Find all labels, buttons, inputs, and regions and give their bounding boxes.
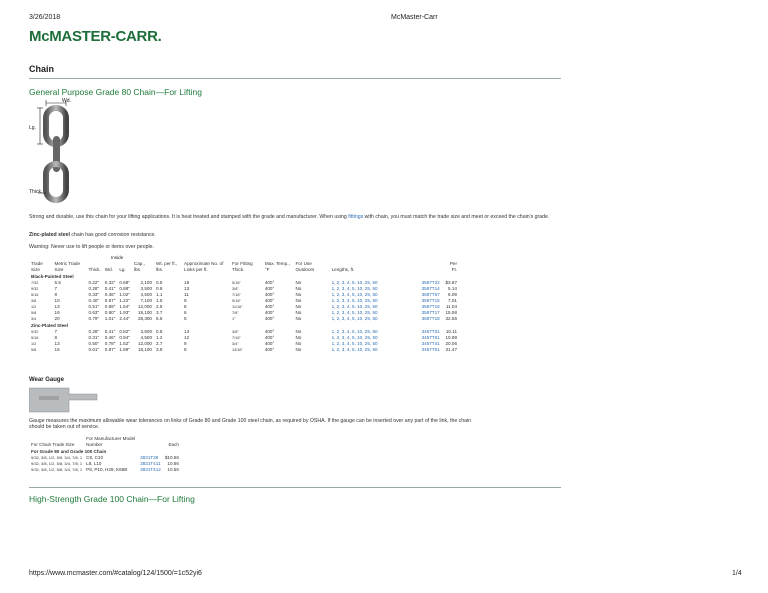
table-cell: 2.7: [156, 341, 163, 346]
section-title-grade100[interactable]: High-Strength Grade 100 Chain—For Lifting: [29, 494, 195, 504]
table-cell: 8: [184, 347, 187, 352]
print-site-name: McMaster-Carr: [391, 14, 438, 21]
column-header: Trade Size: [31, 261, 43, 272]
page-number: 1/4: [732, 570, 742, 577]
part-number-link[interactable]: 3831T411: [140, 461, 161, 466]
desc-text-2: with chain, you must match the trade size and meet or exceed the chain's grade.: [363, 214, 550, 220]
table-cell: 1.2: [156, 335, 163, 340]
table-cell: 9/32: [31, 330, 39, 334]
table-cell: 7: [54, 286, 58, 291]
table-cell: 12,000: [137, 304, 152, 309]
column-header: Cap., lbs.: [133, 261, 145, 272]
table-cell: 13: [184, 329, 190, 334]
column-header: Lengths, ft.: [331, 267, 355, 272]
table-cell: 0.88": [119, 286, 130, 291]
col-each: Each: [168, 442, 179, 447]
table-row: [29, 467, 181, 473]
table-cell: No: [295, 335, 302, 340]
table-cell: 12: [184, 335, 190, 340]
table-cell: 0.78": [104, 341, 116, 346]
product-description: [29, 214, 559, 220]
table-cell: 13: [54, 341, 60, 346]
table-cell: 6: [184, 310, 187, 315]
col-model-number: For Manufacturer Model Number: [86, 436, 136, 447]
table-cell: 7/8": [232, 311, 239, 315]
table-cell: 0.57": [104, 298, 116, 303]
column-header: Max. Temp., °F: [264, 261, 290, 272]
desc-text-1: Strong and durable, use this chain for your lifting applications. It is heat treated and stamped with the grade and manufacturer. When using: [29, 214, 349, 220]
part-number-link[interactable]: 3587T22: [421, 280, 440, 285]
thickness-label: Thick.: [29, 189, 43, 195]
table-cell: 400°: [264, 286, 275, 291]
length-options[interactable]: 1, 2, 3, 4, 5, 10, 25, 50: [331, 292, 378, 297]
group-label: Zinc-Plated Steel: [31, 323, 69, 328]
table-group-row: [29, 273, 459, 280]
table-cell: No: [295, 329, 302, 334]
cell-trade-size: 9/32, 3/8, 1/2, 5/8, 3/4, 7/8, 1: [31, 461, 83, 466]
table-cell: 11: [184, 292, 189, 297]
table-cell: 1.93": [119, 310, 130, 315]
wear-gauge-table: [29, 436, 181, 473]
table-cell: 8: [54, 335, 58, 340]
table-cell: 2.44": [119, 316, 130, 321]
table-cell: 7/16": [232, 336, 241, 340]
table-cell: 0.31": [88, 335, 100, 340]
table-cell: No: [295, 286, 302, 291]
table-cell: 28,300: [137, 316, 152, 321]
wear-gauge-image: [29, 386, 99, 414]
table-cell: 4,500: [140, 335, 152, 340]
table-cell: 0.63": [88, 310, 100, 315]
table-cell: No: [295, 298, 302, 303]
table-cell: 7/16": [232, 293, 241, 297]
table-cell: 16: [54, 310, 60, 315]
table-cell: 1/2: [31, 305, 37, 309]
part-number-link[interactable]: 3587T17: [421, 310, 440, 315]
column-header: Wd.: [104, 267, 113, 272]
table-cell: 5/16: [31, 293, 39, 297]
table-cell: 3.7: [156, 310, 163, 315]
table-cell: 0.41": [104, 286, 116, 291]
table-cell: 5.14: [448, 286, 457, 291]
length-options[interactable]: 1, 2, 3, 4, 5, 10, 25, 50: [331, 335, 378, 340]
table-cell: 2,100: [140, 280, 152, 285]
table-cell: 6.09: [448, 292, 457, 297]
table-group-row: [29, 322, 459, 329]
cell-price: 10.56: [167, 461, 179, 466]
length-options[interactable]: 1, 2, 3, 4, 5, 10, 25, 50: [331, 286, 378, 291]
cell-trade-size: 9/32, 3/8, 1/2, 5/8, 3/4, 7/8, 1: [31, 455, 83, 460]
cell-price: 10.56: [167, 467, 179, 472]
table-cell: 3,500: [140, 329, 152, 334]
table-cell: 20: [54, 316, 60, 321]
table-cell: 9: [184, 341, 187, 346]
table-cell: 1.52": [119, 341, 130, 346]
wear-gauge-description: Gauge measures the maximum allowable wear tolerances on links of Grade 80 and Grade 100 steel chain, as required by OSHA. If the gauge can be inserted over any part of the link, the chain should be taken out of service.: [29, 418, 472, 431]
part-number-link[interactable]: 3457T61: [421, 335, 440, 340]
part-number-link[interactable]: 3457T41: [421, 341, 440, 346]
table-cell: 1.54": [119, 304, 130, 309]
table-cell: 1.5: [156, 298, 163, 303]
table-cell: 8: [54, 292, 58, 297]
length-options[interactable]: 1, 2, 3, 4, 5, 10, 25, 50: [331, 341, 378, 346]
table-cell: 12,000: [137, 341, 152, 346]
chain-table: [29, 255, 559, 353]
table-cell: 13: [54, 304, 60, 309]
column-header: Wt. per ft., lbs.: [156, 261, 178, 272]
zinc-note: [29, 232, 156, 238]
table-cell: 0.22": [88, 280, 100, 285]
table-cell: 9: [184, 298, 187, 303]
part-number-link[interactable]: 3457T51: [421, 347, 440, 352]
group-label: Black-Painted Steel: [31, 274, 74, 279]
section-divider: [29, 487, 561, 488]
length-options[interactable]: 1, 2, 3, 4, 5, 10, 25, 50: [331, 316, 378, 321]
table-cell: 0.82": [119, 329, 130, 334]
table-cell: 400°: [264, 310, 275, 315]
table-cell: 400°: [264, 304, 275, 309]
title-divider: [29, 78, 561, 79]
table-cell: 18,100: [137, 310, 152, 315]
table-cell: 5: [184, 316, 187, 321]
table-cell: 4,500: [140, 292, 152, 297]
col-part-number: [138, 436, 163, 448]
table-cell: 0.87": [104, 347, 116, 352]
table-cell: 7.01: [448, 298, 457, 303]
table-cell: No: [295, 310, 302, 315]
table-cell: 400°: [264, 341, 275, 346]
part-number-link[interactable]: 3587T14: [421, 286, 440, 291]
table-cell: 1.89": [119, 347, 130, 352]
table-cell: 32.56: [445, 316, 457, 321]
table-cell: No: [295, 316, 302, 321]
table-cell: 31.47: [445, 347, 457, 352]
table-cell: 13: [184, 286, 190, 291]
table-cell: 0.41": [104, 329, 116, 334]
print-date: 3/26/2018: [29, 14, 61, 21]
column-header: [420, 261, 442, 273]
table-cell: 8: [184, 304, 187, 309]
table-cell: 11.04: [445, 304, 457, 309]
table-cell: No: [295, 341, 302, 346]
page-title: Chain: [29, 64, 55, 74]
table-cell: 20.06: [445, 341, 457, 346]
length-options[interactable]: 1, 2, 3, 4, 5, 10, 25, 50: [331, 347, 378, 352]
table-cell: 0.50": [88, 341, 100, 346]
table-cell: 400°: [264, 316, 275, 321]
table-cell: 7: [54, 329, 58, 334]
table-cell: 1.02": [119, 292, 130, 297]
table-cell: 11/16": [232, 305, 243, 309]
table-cell: 0.68": [119, 280, 130, 285]
table-cell: 7,100: [140, 298, 152, 303]
table-cell: 5/16": [232, 281, 241, 285]
table-cell: 18: [184, 280, 190, 285]
table-cell: 5.5: [54, 280, 61, 285]
page-url: https://www.mcmaster.com/#catalog/124/1500/=1c52yi6: [29, 570, 202, 577]
table-cell: 10.11: [445, 329, 457, 334]
table-cell: 13/16": [232, 348, 243, 352]
table-cell: No: [295, 304, 302, 309]
table-cell: No: [295, 347, 302, 352]
table-cell: 0.51": [88, 304, 100, 309]
cell-model: L8, L10: [86, 461, 102, 466]
table-cell: 0.8: [156, 329, 163, 334]
table-row: [29, 347, 459, 353]
part-number-link[interactable]: 3831T412: [140, 467, 161, 472]
table-cell: 3/8": [232, 330, 239, 334]
table-cell: 0.8: [156, 286, 163, 291]
table-cell: 15.58: [445, 310, 457, 315]
table-cell: 0.33": [88, 292, 100, 297]
table-cell: 0.46": [104, 292, 116, 297]
part-number-link[interactable]: 3831T38: [140, 455, 159, 460]
column-header: Metric Trade Size: [54, 261, 81, 272]
table-cell: 0.46": [104, 335, 116, 340]
table-cell: 0.79": [88, 316, 100, 321]
table-cell: 10: [54, 298, 60, 303]
inside-header: Inside: [111, 255, 124, 260]
table-cell: 5/8: [31, 348, 37, 352]
gauge-group-label: For Grade 80 and Grade 100 Chain: [31, 449, 107, 454]
table-cell: 9/16": [232, 299, 241, 303]
length-options[interactable]: 1, 2, 3, 4, 5, 10, 25, 50: [331, 298, 378, 303]
width-label: Wd.: [62, 98, 71, 104]
table-cell: 5.8: [156, 316, 163, 321]
section-title-grade80[interactable]: General Purpose Grade 80 Chain—For Lifting: [29, 87, 202, 97]
table-cell: 9/32: [31, 287, 39, 291]
zinc-note-bold: Zinc-plated steel: [29, 232, 70, 238]
table-cell: 0.40": [88, 298, 100, 303]
cell-model: P8, P10, H29, K66B: [86, 467, 128, 472]
table-cell: 0.94": [119, 335, 130, 340]
length-options[interactable]: 1, 2, 3, 4, 5, 10, 25, 50: [331, 310, 378, 315]
column-header: Lg.: [119, 267, 126, 272]
table-cell: 10.89: [445, 335, 457, 340]
table-cell: 400°: [264, 347, 275, 352]
table-cell: 400°: [264, 329, 275, 334]
table-cell: 0.28": [88, 329, 100, 334]
table-cell: 1": [232, 317, 236, 321]
part-number-link[interactable]: 3587T57: [421, 292, 440, 297]
table-cell: 1.22": [119, 298, 130, 303]
fittings-link[interactable]: fittings: [348, 214, 364, 220]
table-cell: 400°: [264, 298, 275, 303]
table-cell: 3/8": [232, 287, 239, 291]
table-cell: 0.69": [104, 304, 116, 309]
table-cell: 3.8: [156, 347, 163, 352]
table-cell: 5/16: [31, 336, 39, 340]
wear-gauge-title: Wear Gauge: [29, 377, 64, 383]
table-cell: 1.1: [156, 292, 163, 297]
length-label: Lg.: [29, 125, 36, 131]
cell-trade-size: 9/32, 3/8, 1/2, 5/8, 3/4, 7/8, 1: [31, 467, 83, 472]
table-cell: 400°: [264, 280, 275, 285]
table-cell: 3,500: [140, 286, 152, 291]
table-cell: 400°: [264, 335, 275, 340]
table-cell: 16: [54, 347, 60, 352]
table-cell: $3.87: [445, 280, 457, 285]
table-cell: 0.28": [88, 286, 100, 291]
column-header: For Fitting Thick.: [232, 261, 253, 272]
column-header: Per Ft.: [449, 261, 457, 272]
table-cell: 3/8: [31, 299, 37, 303]
part-number-link[interactable]: 3587T18: [421, 316, 440, 321]
table-cell: No: [295, 280, 302, 285]
table-cell: 7/32: [31, 281, 39, 285]
table-cell: 0.90": [104, 310, 116, 315]
length-options[interactable]: 1, 2, 3, 4, 5, 10, 25, 50: [331, 329, 378, 334]
table-cell: 2.8: [156, 304, 163, 309]
table-cell: No: [295, 292, 302, 297]
part-number-link[interactable]: 3587T16: [421, 304, 440, 309]
safety-warning: Warning: Never use to lift people or items over people.: [29, 244, 154, 250]
cell-model: C8, C10: [86, 455, 104, 460]
length-options[interactable]: 1, 2, 3, 4, 5, 10, 25, 50: [331, 280, 378, 285]
column-header: Thick.: [88, 267, 101, 272]
table-cell: 5/8: [31, 311, 37, 315]
part-number-link[interactable]: 3587T15: [421, 298, 440, 303]
table-cell: 1.01": [104, 316, 116, 321]
table-cell: 3/4: [31, 317, 37, 321]
part-number-link[interactable]: 3457T31: [421, 329, 440, 334]
table-cell: 0.61": [88, 347, 100, 352]
length-options[interactable]: 1, 2, 3, 4, 5, 10, 25, 50: [331, 304, 378, 309]
table-cell: 0.5: [156, 280, 163, 285]
col-trade-size: For Chain Trade Size: [31, 442, 75, 447]
table-cell: 400°: [264, 292, 275, 297]
table-cell: 3/4": [232, 342, 239, 346]
cell-price: $10.56: [164, 455, 179, 460]
zinc-note-text: chain has good corrosion resistance.: [69, 232, 156, 238]
column-header: Approximate No. of Links per ft.: [184, 261, 224, 272]
table-cell: 1/2: [31, 342, 37, 346]
table-cell: 0.32": [104, 280, 116, 285]
brand-logo[interactable]: McMASTER-CARR.: [29, 28, 162, 45]
table-cell: 18,100: [137, 347, 152, 352]
column-header: For Use Outdoors: [295, 261, 315, 272]
